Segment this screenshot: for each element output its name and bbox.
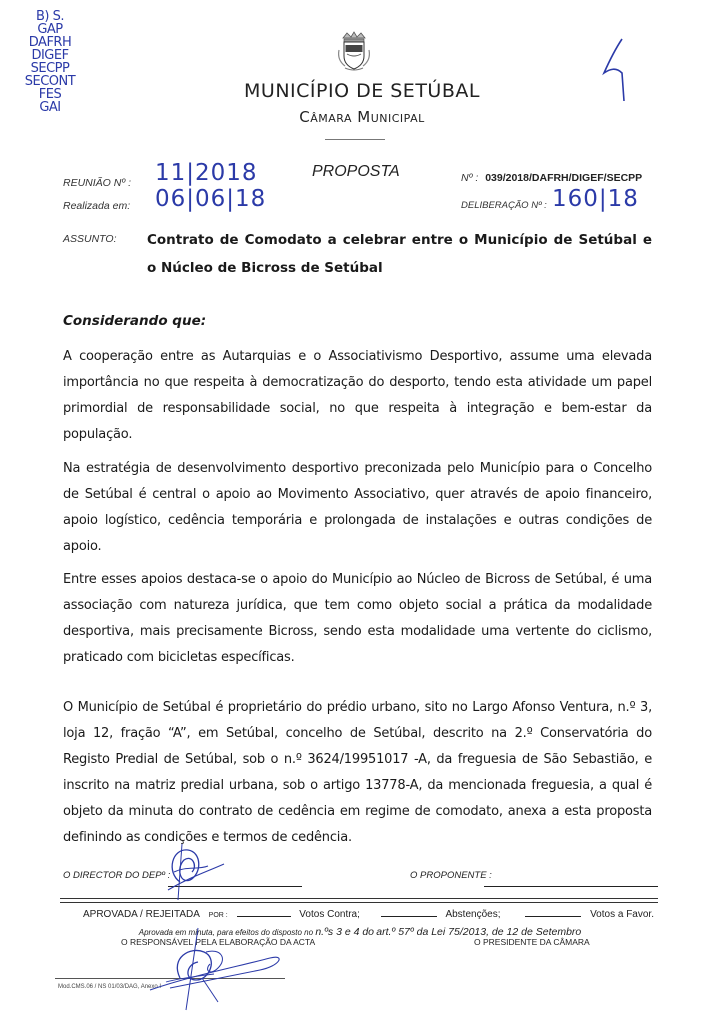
- municipality-title: MUNICÍPIO DE SETÚBAL: [244, 80, 480, 102]
- reuniao-value: 11|2018: [155, 160, 258, 186]
- realizada-value: 06|06|18: [155, 186, 267, 212]
- routing-line: SECPP: [30, 61, 70, 76]
- reuniao-label: REUNIÃO Nº :: [63, 177, 132, 189]
- note-suffix: art.º 57º da Lei 75/2013, de 12 de Setembro: [376, 926, 582, 938]
- director-signature-icon: [158, 842, 228, 902]
- abstencoes-field[interactable]: [381, 907, 437, 917]
- proponente-label: O PROPONENTE :: [410, 870, 492, 881]
- considerando-heading: Considerando que:: [63, 313, 207, 329]
- routing-line: DIGEF: [31, 48, 69, 63]
- director-label: O DIRECTOR DO DEPº :: [63, 870, 171, 881]
- paragraph-1: A cooperação entre as Autarquias e o Associativismo Desportivo, assume uma elevada importância no que respeita à democratização do desporto, tendo esta atividade um papel primordial de responsabilidade social, no que respeita à integração e bem-estar da população.: [63, 349, 652, 442]
- deliberacao-value: 160|18: [552, 186, 639, 212]
- approval-status-label: APROVADA / REJEITADA: [83, 909, 200, 920]
- form-code: Mod.CMS.06 / NS 01/03/DAG, Anexo I: [58, 984, 162, 990]
- votos-favor-field[interactable]: [525, 907, 581, 917]
- numero-value: 039/2018/DAFRH/DIGEF/SECPP: [485, 172, 643, 184]
- routing-line: B) S.: [35, 9, 64, 24]
- proponente-signature-line: [484, 886, 658, 887]
- abstencoes-label: Abstenções;: [445, 909, 501, 920]
- routing-line: DAFRH: [28, 35, 72, 50]
- header-divider: [325, 139, 385, 140]
- note-prefix: Aprovada em minuta, para efeitos do disposto no: [138, 928, 314, 937]
- numero-label: Nº :: [461, 172, 479, 184]
- votos-contra-label: Votos Contra;: [299, 909, 360, 920]
- coat-of-arms-icon: [333, 30, 375, 72]
- note-numbers: n.ºs 3 e 4 do: [315, 926, 375, 938]
- acta-signature-icon: [110, 918, 310, 1018]
- presidente-label: O PRESIDENTE DA CÂMARA: [474, 937, 590, 947]
- paragraph-2: Na estratégia de desenvolvimento desportivo preconizada pelo Município para o Concelho de Setúbal é central o apoio ao Movimento Associativo, quer através de apoio financeiro, apoio logístico, cedência temporária e prolongada de instalações e outras condições de apoio.: [63, 461, 652, 554]
- assunto-text: Contrato de Comodato a celebrar entre o Município de Setúbal e o Núcleo de Bicross de Setúbal: [147, 232, 652, 276]
- routing-line: GAI: [39, 100, 61, 115]
- routing-line: FES: [38, 87, 62, 102]
- realizada-label: Realizada em:: [63, 200, 131, 212]
- proposal-number: [461, 172, 642, 184]
- document-type: PROPOSTA: [312, 163, 400, 180]
- votos-favor-label: Votos a Favor.: [590, 909, 654, 920]
- votos-contra-field[interactable]: [237, 907, 291, 917]
- section-divider: [60, 898, 658, 903]
- routing-line: GAP: [37, 22, 63, 37]
- paragraph-3: Entre esses apoios destaca-se o apoio do Município ao Núcleo de Bicross de Setúbal, é uma associação com natureza jurídica, que tem como objeto social a prática da modalidade desportiva, mais precisamente Bicross, sendo esta modalidade uma vertente do ciclismo, praticado com bicicletas específicas.: [63, 572, 652, 665]
- por-label: POR :: [208, 912, 228, 919]
- paragraph-4: O Município de Setúbal é proprietário do prédio urbano, sito no Largo Afonso Ventura, n.º 3, loja 12, fração “A”, em Setúbal, concelho de Setúbal, descrito na 2.º Conservatória do Registo Predial de Setúbal, sob o n.º 3624/19951017 -A, da freguesia de São Sebastião, e inscrito na matriz predial urbana, sob o artigo 13778-A, da mencionada freguesia, a qual é objeto da minuta do contrato de cedência em regime de comodato, anexa a esta proposta definindo as condições e termos de cedência.: [63, 700, 652, 845]
- assunto-label: ASSUNTO:: [63, 233, 117, 245]
- routing-line: SECONT: [24, 74, 76, 89]
- deliberacao-label: DELIBERAÇÃO Nº :: [461, 200, 547, 211]
- responsavel-label: O RESPONSÁVEL PELA ELABORAÇÃO DA ACTA: [121, 937, 316, 947]
- municipality-subtitle: Câmara Municipal: [299, 108, 425, 126]
